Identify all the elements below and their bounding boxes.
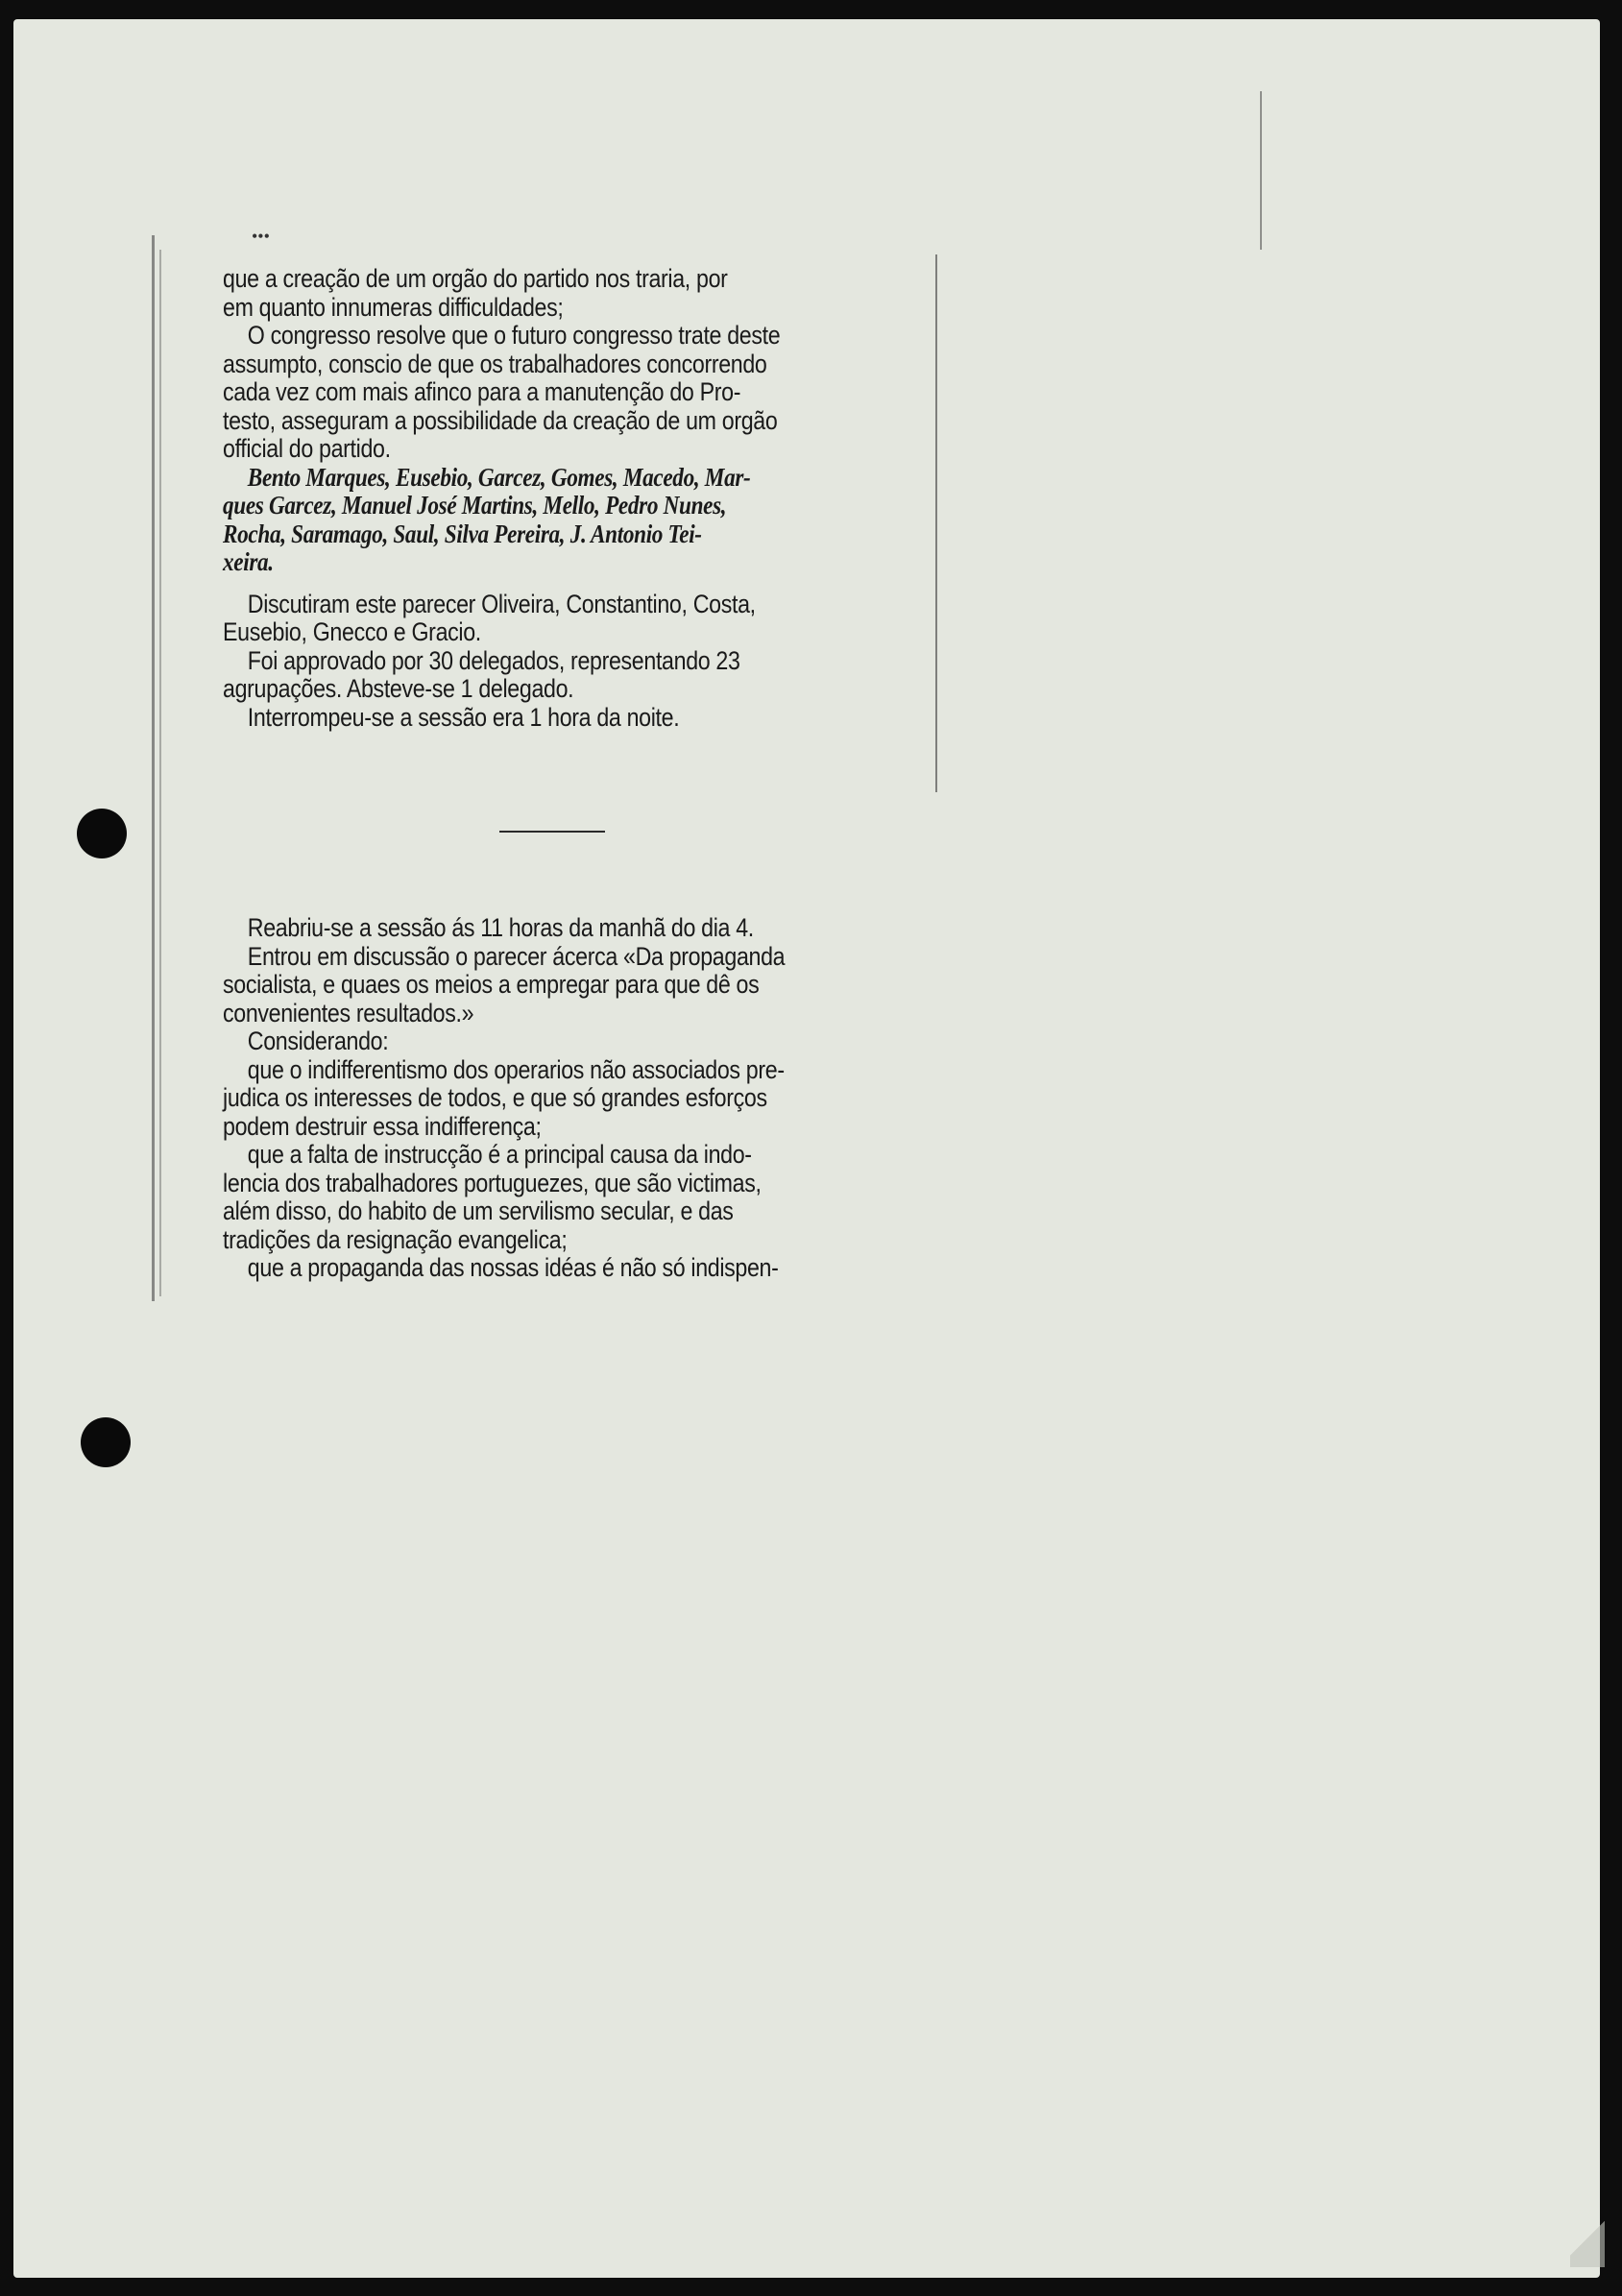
text-line: assumpto, conscio de que os trabalhadores concorrendo (223, 349, 767, 378)
column-edge-line (935, 254, 937, 792)
signature-line: Bento Marques, Eusebio, Garcez, Gomes, Macedo, Mar- (247, 462, 751, 492)
section-divider (499, 831, 605, 833)
text-line: além disso, do habito de um servilismo secular, e das (223, 1196, 734, 1225)
page-corner-fold (1570, 2210, 1605, 2267)
text-line: Foi approvado por 30 delegados, representando 23 (247, 645, 740, 675)
text-line: em quanto innumeras difficuldades; (223, 292, 564, 322)
text-line: O congresso resolve que o futuro congresso trate deste (247, 321, 781, 350)
text-line: judica os interesses de todos, e que só grandes esforços (223, 1083, 767, 1112)
binding-shadow-line-2 (159, 250, 161, 1296)
top-mark: ••• (252, 227, 270, 246)
paper-edge-mark (1260, 91, 1262, 250)
text-line: official do partido. (223, 434, 391, 463)
punch-hole-bottom (81, 1417, 131, 1467)
text-line: Discutiram este parecer Oliveira, Constantino, Costa, (247, 589, 756, 618)
binding-shadow-line (152, 235, 155, 1301)
text-line: convenientes resultados.» (223, 998, 474, 1027)
text-line: Reabriu-se a sessão ás 11 horas da manhã do dia 4. (247, 913, 754, 942)
text-line: Entrou em discussão o parecer ácerca «Da propaganda (247, 941, 786, 971)
text-line: Interrompeu-se a sessão era 1 hora da noite. (247, 702, 680, 732)
text-line: tradições da resignação evangelica; (223, 1224, 568, 1254)
text-section-2 (223, 914, 885, 1283)
punch-hole-top (77, 809, 127, 858)
text-line: que a propaganda das nossas idéas é não só indispen- (247, 1253, 779, 1282)
text-line: lencia dos trabalhadores portuguezes, que são victimas, (223, 1168, 762, 1197)
text-line: podem destruir essa indifferença; (223, 1111, 542, 1141)
text-line: que o indifferentismo dos operarios não associados pre- (247, 1054, 785, 1084)
text-line: cada vez com mais afinco para a manutenção do Pro- (223, 377, 741, 406)
text-line: Eusebio, Gnecco e Gracio. (223, 617, 481, 646)
text-line: socialista, e quaes os meios a empregar para que dê os (223, 970, 760, 999)
signature-line: ques Garcez, Manuel José Martins, Mello, Pedro Nunes, (223, 491, 727, 520)
text-line: testo, asseguram a possibilidade da creação de um orgão (223, 405, 778, 435)
signature-line: Rocha, Saramago, Saul, Silva Pereira, J. Antonio Tei- (223, 519, 702, 548)
text-line: agrupações. Absteve-se 1 delegado. (223, 674, 574, 703)
text-line: Considerando: (247, 1027, 389, 1055)
text-line: que a creação de um orgão do partido nos traria, por (223, 264, 728, 293)
signature-line: xeira. (223, 547, 274, 576)
text-section-1 (223, 265, 885, 732)
text-line: que a falta de instrucção é a principal causa da indo- (247, 1140, 752, 1169)
